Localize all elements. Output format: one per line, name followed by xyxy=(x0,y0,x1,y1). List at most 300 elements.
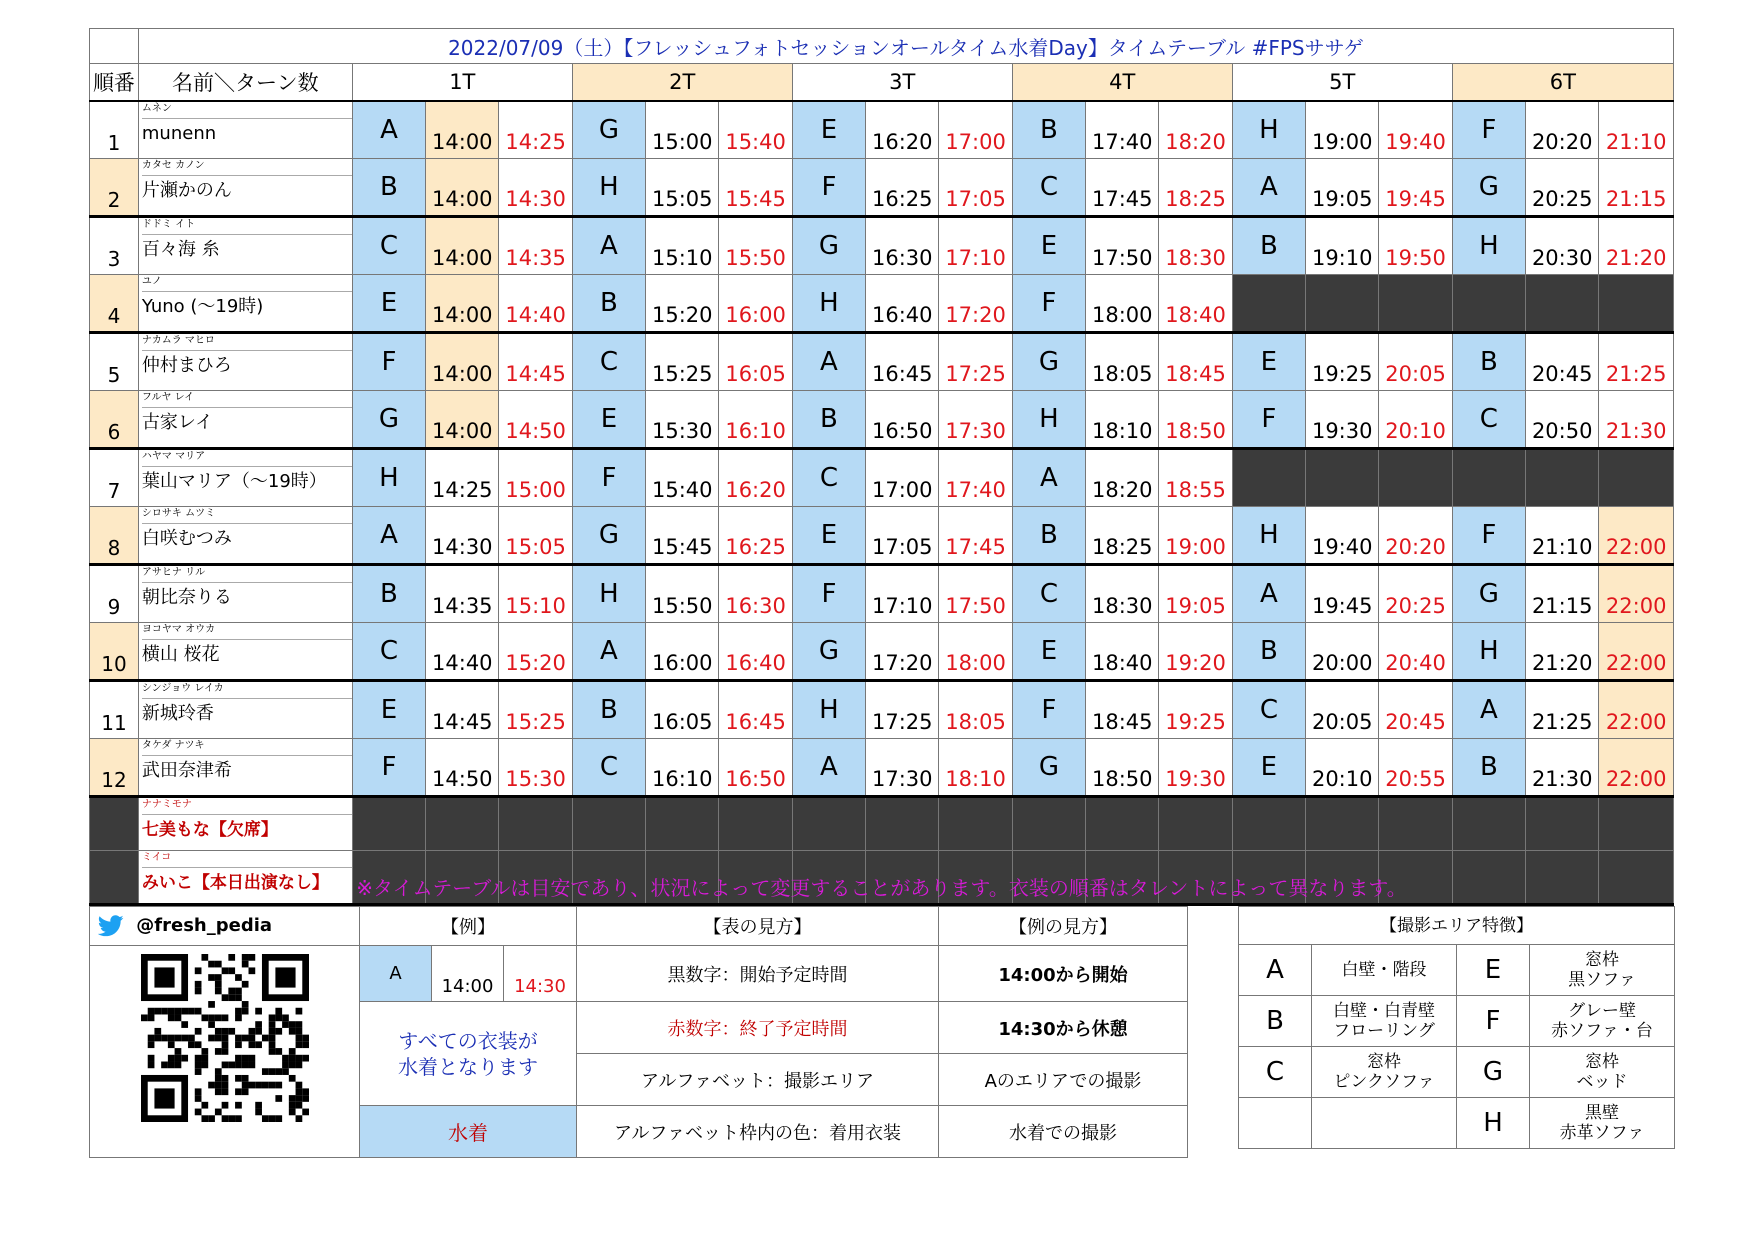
qr-module xyxy=(214,1075,221,1082)
area-letter: H xyxy=(1232,101,1305,159)
area-letter: F xyxy=(1452,101,1525,159)
qr-module xyxy=(295,1021,302,1028)
table-row xyxy=(90,333,1674,391)
qr-module xyxy=(295,1115,302,1122)
end-time: 16:50 xyxy=(719,739,792,797)
area-letter: C xyxy=(352,217,425,275)
qr-module xyxy=(288,1021,295,1028)
qr-module xyxy=(235,974,242,981)
qr-module xyxy=(174,1035,181,1042)
qr-module xyxy=(295,1095,302,1102)
qr-module xyxy=(228,988,235,995)
absent-name-cell xyxy=(138,797,352,851)
area-letter: A xyxy=(1232,159,1305,217)
end-time: 15:00 xyxy=(499,449,572,507)
start-time: 17:20 xyxy=(866,623,939,681)
start-time: 18:25 xyxy=(1086,507,1159,565)
area-letter: F xyxy=(1232,391,1305,449)
example-area: A xyxy=(360,946,432,1002)
unavailable-cell xyxy=(1379,275,1452,333)
start-time: 17:05 xyxy=(866,507,939,565)
table-row xyxy=(90,101,1674,159)
start-time: 16:40 xyxy=(866,275,939,333)
start-time: 18:45 xyxy=(1086,681,1159,739)
qr-module xyxy=(288,1048,295,1055)
legend-table xyxy=(89,906,1188,1158)
qr-module xyxy=(241,981,248,988)
qr-module xyxy=(194,1062,201,1069)
page-title: 2022/07/09（土）【フレッシュフォトセッションオールタイム水着Day】タイムテーブル #FPSササゲ xyxy=(138,29,1673,64)
qr-module xyxy=(214,974,221,981)
end-time: 14:35 xyxy=(499,217,572,275)
end-time: 15:25 xyxy=(499,681,572,739)
end-time: 22:00 xyxy=(1599,507,1674,565)
talent-name-cell xyxy=(138,623,352,681)
qr-module xyxy=(241,1055,248,1062)
qr-module xyxy=(235,1115,242,1122)
end-time: 18:50 xyxy=(1159,391,1232,449)
qr-code[interactable] xyxy=(141,954,309,1122)
qr-module xyxy=(261,1035,268,1042)
qr-module xyxy=(302,1055,309,1062)
qr-module xyxy=(288,1028,295,1035)
qr-module xyxy=(228,1062,235,1069)
start-time: 15:50 xyxy=(646,565,719,623)
end-time: 20:05 xyxy=(1379,333,1452,391)
talent-name-cell xyxy=(138,159,352,217)
qr-module xyxy=(188,1008,195,1015)
qr-module xyxy=(167,1014,174,1021)
end-time: 20:45 xyxy=(1379,681,1452,739)
start-time: 16:30 xyxy=(866,217,939,275)
qr-module xyxy=(201,954,208,961)
end-time: 14:45 xyxy=(499,333,572,391)
qr-module xyxy=(275,967,295,987)
start-time: 21:25 xyxy=(1526,681,1599,739)
end-time: 14:40 xyxy=(499,275,572,333)
area-description: 窓枠 ベッド xyxy=(1530,1047,1675,1098)
qr-module xyxy=(302,1035,309,1042)
table-row xyxy=(90,739,1674,797)
qr-module xyxy=(295,1035,302,1042)
table-row xyxy=(90,391,1674,449)
end-time: 17:40 xyxy=(939,449,1012,507)
start-time: 14:00 xyxy=(426,275,499,333)
unavailable-cell xyxy=(499,797,572,851)
start-time: 16:20 xyxy=(866,101,939,159)
area-letter: C xyxy=(572,333,645,391)
start-time: 17:00 xyxy=(866,449,939,507)
talent-kana: ミイコ xyxy=(142,851,352,868)
area-letter: G xyxy=(352,391,425,449)
unavailable-cell xyxy=(646,797,719,851)
start-time: 15:20 xyxy=(646,275,719,333)
qr-module xyxy=(275,1008,282,1015)
example-how-item: Aのエリアでの撮影 xyxy=(939,1054,1188,1106)
end-time: 17:20 xyxy=(939,275,1012,333)
qr-module xyxy=(302,1041,309,1048)
end-time: 16:45 xyxy=(719,681,792,739)
end-time: 22:00 xyxy=(1599,739,1674,797)
area-letter: B xyxy=(352,159,425,217)
qr-module xyxy=(241,1088,248,1095)
talent-name: 葉山マリア（～19時） xyxy=(141,471,327,492)
start-time: 19:25 xyxy=(1306,333,1379,391)
qr-module xyxy=(248,1028,255,1035)
area-key: B xyxy=(1239,996,1312,1047)
qr-module xyxy=(214,1082,221,1089)
area-letter: A xyxy=(792,333,865,391)
qr-module xyxy=(194,1068,201,1075)
start-time: 18:10 xyxy=(1086,391,1159,449)
qr-module xyxy=(201,1102,208,1109)
howto-item: 赤数字：終了予定時間 xyxy=(577,1002,939,1054)
qr-module xyxy=(288,1075,295,1082)
area-letter: H xyxy=(792,681,865,739)
area-letter: B xyxy=(1232,623,1305,681)
qr-module xyxy=(214,1014,221,1021)
qr-module xyxy=(174,1055,181,1062)
start-time: 17:30 xyxy=(866,739,939,797)
qr-module xyxy=(288,1095,295,1102)
unavailable-cell xyxy=(1379,797,1452,851)
qr-module xyxy=(235,1055,242,1062)
talent-kana: ハヤマ マリア xyxy=(142,450,352,467)
area-letter: B xyxy=(1452,739,1525,797)
start-time: 20:20 xyxy=(1526,101,1599,159)
unavailable-cell xyxy=(1526,449,1599,507)
qr-module xyxy=(194,1109,201,1116)
qr-module xyxy=(154,1088,174,1108)
unavailable-cell xyxy=(1379,449,1452,507)
qr-module xyxy=(282,1014,289,1021)
end-time: 16:20 xyxy=(719,449,792,507)
qr-module xyxy=(208,1014,215,1021)
qr-module xyxy=(288,1062,295,1069)
table-row xyxy=(90,449,1674,507)
end-time: 18:20 xyxy=(1159,101,1232,159)
qr-module xyxy=(302,1109,309,1116)
qr-module xyxy=(235,1062,242,1069)
start-time: 15:10 xyxy=(646,217,719,275)
end-time: 17:05 xyxy=(939,159,1012,217)
qr-module xyxy=(275,1014,282,1021)
talent-name-cell xyxy=(138,507,352,565)
end-time: 14:30 xyxy=(499,159,572,217)
qr-module xyxy=(268,1035,275,1042)
area-letter: E xyxy=(352,275,425,333)
end-time: 15:10 xyxy=(499,565,572,623)
unavailable-cell xyxy=(1599,275,1674,333)
qr-module xyxy=(235,1088,242,1095)
qr-module xyxy=(181,1055,188,1062)
area-key: F xyxy=(1457,996,1530,1047)
talent-name: みいこ【本日出演なし】 xyxy=(141,873,329,893)
title-spacer xyxy=(90,29,139,64)
area-letter: H xyxy=(1012,391,1085,449)
start-time: 16:45 xyxy=(866,333,939,391)
qr-module xyxy=(201,1048,208,1055)
area-letter: F xyxy=(792,159,865,217)
qr-module xyxy=(147,1008,154,1015)
unavailable-cell xyxy=(1452,797,1525,851)
end-time: 22:00 xyxy=(1599,565,1674,623)
qr-module xyxy=(147,1062,154,1069)
area-letter: C xyxy=(352,623,425,681)
talent-name-cell xyxy=(138,681,352,739)
qr-module xyxy=(241,1082,248,1089)
start-time: 14:00 xyxy=(426,333,499,391)
row-number: 4 xyxy=(90,275,139,333)
start-time: 15:40 xyxy=(646,449,719,507)
area-letter: C xyxy=(1012,565,1085,623)
qr-module xyxy=(214,1048,221,1055)
qr-module xyxy=(147,1014,154,1021)
header-order: 順番 xyxy=(90,64,139,102)
area-letter: E xyxy=(1232,333,1305,391)
absent-row xyxy=(90,797,1674,851)
qr-module xyxy=(181,1008,188,1015)
twitter-bird-icon xyxy=(98,915,124,937)
qr-module xyxy=(214,961,221,968)
unavailable-cell xyxy=(572,797,645,851)
area-description: 白壁・白青壁 フローリング xyxy=(1312,996,1457,1047)
area-letter: C xyxy=(792,449,865,507)
talent-name: 仲村まひろ xyxy=(141,355,232,376)
unavailable-cell xyxy=(1452,449,1525,507)
qr-module xyxy=(194,967,201,974)
start-time: 20:45 xyxy=(1526,333,1599,391)
qr-module xyxy=(161,1062,168,1069)
area-letter: H xyxy=(572,565,645,623)
talent-kana: ドドミ イト xyxy=(142,218,352,235)
area-letter: F xyxy=(572,449,645,507)
qr-module xyxy=(208,1115,215,1122)
qr-module xyxy=(221,994,228,1001)
start-time: 19:40 xyxy=(1306,507,1379,565)
talent-kana: カタセ カノン xyxy=(142,159,352,176)
area-letter: F xyxy=(1012,681,1085,739)
area-description xyxy=(1312,1098,1457,1149)
start-time: 17:40 xyxy=(1086,101,1159,159)
end-time: 17:50 xyxy=(939,565,1012,623)
start-time: 19:45 xyxy=(1306,565,1379,623)
start-time: 15:45 xyxy=(646,507,719,565)
end-time: 22:00 xyxy=(1599,623,1674,681)
talent-name: 百々海 糸 xyxy=(141,239,220,260)
start-time: 18:30 xyxy=(1086,565,1159,623)
area-letter: B xyxy=(572,681,645,739)
qr-module xyxy=(147,1041,154,1048)
row-number: 5 xyxy=(90,333,139,391)
end-time: 18:05 xyxy=(939,681,1012,739)
area-letter: H xyxy=(1452,217,1525,275)
qr-module xyxy=(214,1109,221,1116)
talent-kana: ナナミモナ xyxy=(142,798,352,815)
twitter-handle-cell xyxy=(90,907,360,946)
end-time: 15:05 xyxy=(499,507,572,565)
area-letter: F xyxy=(352,333,425,391)
start-time: 20:25 xyxy=(1526,159,1599,217)
qr-module xyxy=(295,1028,302,1035)
talent-name: 古家レイ xyxy=(141,412,213,433)
start-time: 18:00 xyxy=(1086,275,1159,333)
turn-header: 6T xyxy=(1452,64,1673,102)
end-time: 20:25 xyxy=(1379,565,1452,623)
howto-item: アルファベット枠内の色：着用衣装 xyxy=(577,1106,939,1158)
unavailable-cell xyxy=(352,797,425,851)
qr-module xyxy=(241,1008,248,1015)
start-time: 18:05 xyxy=(1086,333,1159,391)
qr-module xyxy=(282,1068,289,1075)
area-letter: A xyxy=(1232,565,1305,623)
table-row xyxy=(90,217,1674,275)
area-letter: G xyxy=(1452,565,1525,623)
qr-module xyxy=(201,1062,208,1069)
example-how-item: 14:30から休憩 xyxy=(939,1002,1188,1054)
qr-module xyxy=(208,1021,215,1028)
start-time: 14:25 xyxy=(426,449,499,507)
howto-item: 黒数字：開始予定時間 xyxy=(577,946,939,1002)
talent-kana: アサヒナ リル xyxy=(142,566,352,583)
qr-module xyxy=(167,1055,174,1062)
qr-module xyxy=(221,1082,228,1089)
unavailable-cell xyxy=(426,797,499,851)
qr-module xyxy=(194,1008,201,1015)
qr-module xyxy=(214,1068,221,1075)
unavailable-cell xyxy=(719,797,792,851)
table-row xyxy=(90,681,1674,739)
qr-code-cell xyxy=(90,946,360,1158)
area-letter: C xyxy=(1232,681,1305,739)
talent-kana: シロサキ ムツミ xyxy=(142,507,352,524)
qr-module xyxy=(255,1109,262,1116)
qr-module xyxy=(167,1062,174,1069)
table-row xyxy=(90,623,1674,681)
qr-module xyxy=(275,1115,282,1122)
unavailable-cell xyxy=(1526,797,1599,851)
row-number: 10 xyxy=(90,623,139,681)
qr-module xyxy=(141,1014,148,1021)
end-time: 20:20 xyxy=(1379,507,1452,565)
talent-name-cell xyxy=(138,391,352,449)
unavailable-cell xyxy=(1159,797,1232,851)
qr-module xyxy=(288,1109,295,1116)
area-letter: F xyxy=(792,565,865,623)
example-how-item: 水着での撮影 xyxy=(939,1106,1188,1158)
start-time: 20:05 xyxy=(1306,681,1379,739)
qr-module xyxy=(235,1102,242,1109)
start-time: 17:50 xyxy=(1086,217,1159,275)
unavailable-cell xyxy=(1526,275,1599,333)
qr-module xyxy=(214,1035,221,1042)
area-description: グレー壁 赤ソファ・台 xyxy=(1530,996,1675,1047)
area-letter: H xyxy=(1232,507,1305,565)
end-time: 21:20 xyxy=(1599,217,1674,275)
qr-module xyxy=(295,1041,302,1048)
talent-name-cell xyxy=(138,275,352,333)
end-time: 17:00 xyxy=(939,101,1012,159)
qr-module xyxy=(261,1115,268,1122)
area-letter: H xyxy=(1452,623,1525,681)
area-letter: G xyxy=(1012,739,1085,797)
start-time: 19:10 xyxy=(1306,217,1379,275)
end-time: 18:25 xyxy=(1159,159,1232,217)
qr-module xyxy=(194,1028,201,1035)
qr-module xyxy=(194,1088,201,1095)
qr-module xyxy=(261,1082,268,1089)
qr-module xyxy=(268,1014,275,1021)
start-time: 16:10 xyxy=(646,739,719,797)
qr-module xyxy=(228,1115,235,1122)
talent-name-cell xyxy=(138,333,352,391)
start-time: 14:40 xyxy=(426,623,499,681)
unavailable-cell xyxy=(792,797,865,851)
qr-module xyxy=(221,1062,228,1069)
twitter-handle[interactable]: @fresh_pedia xyxy=(136,915,273,936)
qr-module xyxy=(248,1035,255,1042)
qr-module xyxy=(214,981,221,988)
row-number: 9 xyxy=(90,565,139,623)
talent-kana: ムネン xyxy=(142,102,352,119)
unavailable-cell xyxy=(1232,797,1305,851)
start-time: 18:50 xyxy=(1086,739,1159,797)
qr-module xyxy=(241,1075,248,1082)
qr-module xyxy=(295,1062,302,1069)
example-start: 14:00 xyxy=(432,946,504,1002)
qr-module xyxy=(288,1055,295,1062)
area-key: C xyxy=(1239,1047,1312,1098)
area-letter: A xyxy=(1452,681,1525,739)
qr-module xyxy=(214,1088,221,1095)
qr-module xyxy=(214,988,221,995)
end-time: 16:25 xyxy=(719,507,792,565)
qr-module xyxy=(268,1115,275,1122)
area-letter: H xyxy=(792,275,865,333)
qr-module xyxy=(181,1035,188,1042)
qr-module xyxy=(161,1035,168,1042)
areas-header: 【撮影エリア特徴】 xyxy=(1239,907,1675,945)
unavailable-cell xyxy=(1599,449,1674,507)
qr-module xyxy=(241,1001,248,1008)
area-letter: H xyxy=(572,159,645,217)
end-time: 21:25 xyxy=(1599,333,1674,391)
end-time: 19:45 xyxy=(1379,159,1452,217)
qr-module xyxy=(167,1008,174,1015)
qr-module xyxy=(174,1062,181,1069)
area-letter: A xyxy=(352,507,425,565)
qr-module xyxy=(201,1014,208,1021)
qr-module xyxy=(154,1028,161,1035)
area-letter: E xyxy=(1012,623,1085,681)
qr-module xyxy=(241,954,248,961)
row-number: 11 xyxy=(90,681,139,739)
talent-name-cell xyxy=(138,739,352,797)
qr-module xyxy=(275,1068,282,1075)
qr-module xyxy=(268,1048,275,1055)
example-how-item: 14:00から開始 xyxy=(939,946,1188,1002)
start-time: 19:00 xyxy=(1306,101,1379,159)
qr-module xyxy=(194,1095,201,1102)
qr-module xyxy=(261,1068,268,1075)
start-time: 19:30 xyxy=(1306,391,1379,449)
qr-module xyxy=(295,1055,302,1062)
qr-module xyxy=(241,1035,248,1042)
end-time: 16:05 xyxy=(719,333,792,391)
area-description: 黒壁 赤革ソファ xyxy=(1530,1098,1675,1149)
area-letter: A xyxy=(352,101,425,159)
end-time: 18:45 xyxy=(1159,333,1232,391)
